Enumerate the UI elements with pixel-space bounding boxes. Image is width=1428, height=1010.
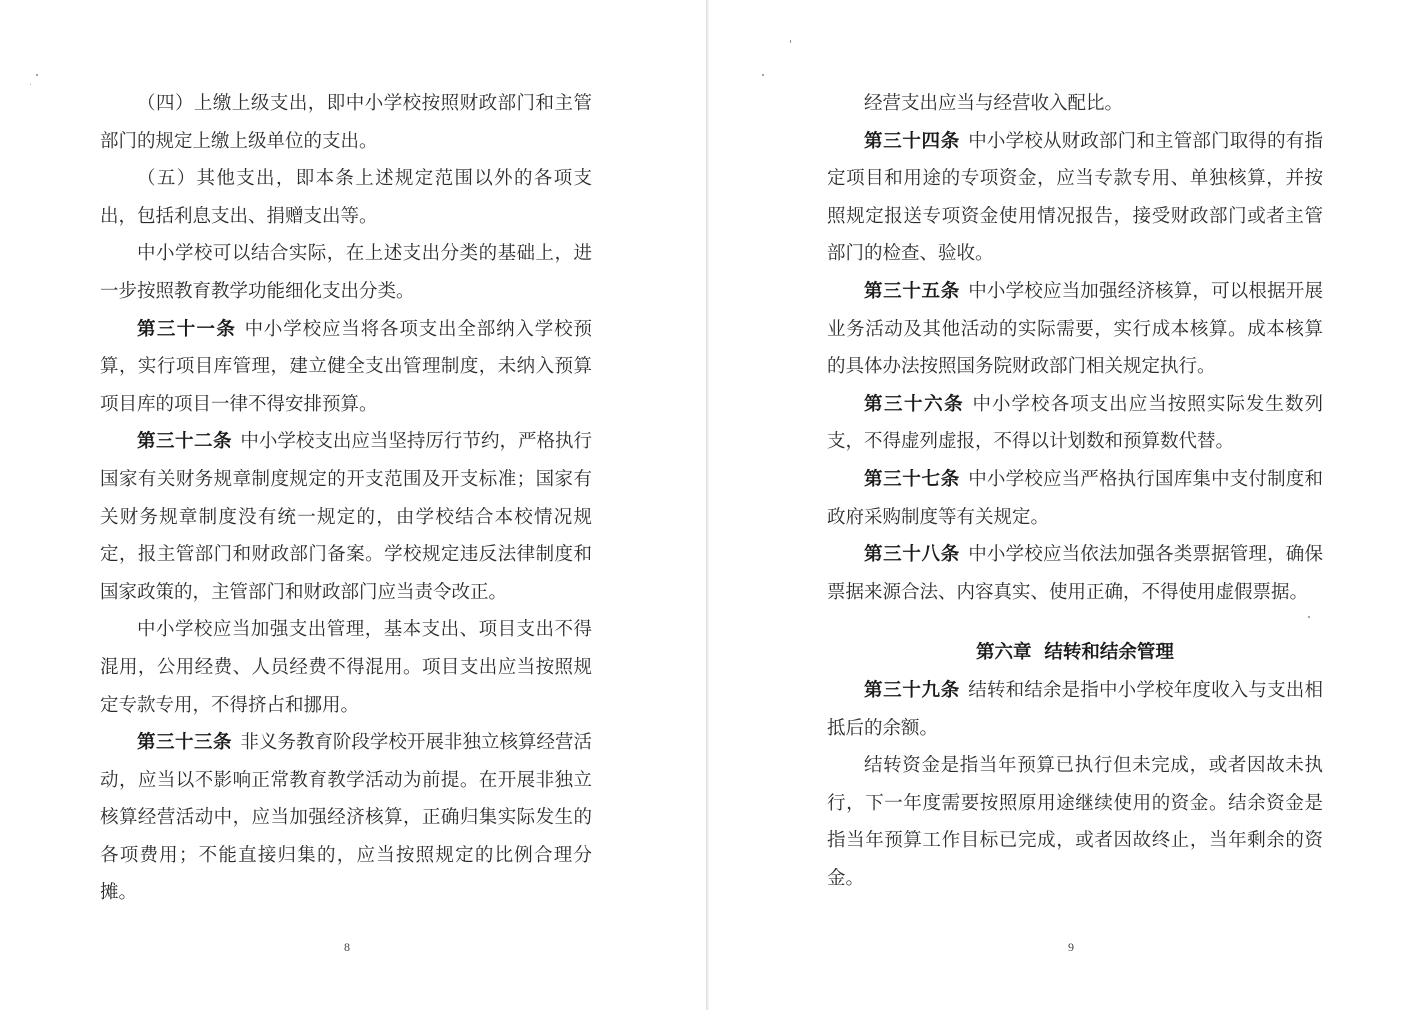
article-number: 第三十八条 [864, 544, 960, 566]
paragraph-text: 中小学校支出应当坚持厉行节约，严格执行国家有关财务规章制度规定的开支范围及开支标准；国家有关财务规章制度没有统一规定的，由学校结合本校情况规定，报主管部门和财政部门备案。学校规定违反法律制度和国家政策的，主管部门和财政部门应当责令改正。 [100, 431, 592, 603]
paragraph [827, 386, 1323, 461]
paragraph-text: 中小学校可以结合实际，在上述支出分类的基础上，进一步按照教育教学功能细化支出分类。 [100, 243, 592, 302]
paragraph-text: 中小学校应当严格执行国库集中支付制度和政府采购制度等有关规定。 [827, 468, 1323, 528]
paragraph-text: 结转资金是指当年预算已执行但未完成，或者因故未执行，下一年度需要按照原用途继续使用的资金。结余资金是指当年预算工作目标已完成，或者因故终止，当年剩余的资金。 [827, 755, 1323, 889]
page-gutter [706, 0, 709, 1010]
paragraph [100, 611, 592, 724]
paragraph [100, 311, 592, 424]
article-number: 第三十二条 [137, 431, 233, 453]
scan-speck [790, 40, 791, 43]
right-page-body [827, 85, 1323, 897]
article-number: 第三十三条 [137, 732, 233, 754]
paragraph [827, 85, 1323, 123]
paragraph-text: 中小学校应当加强经济核算，可以根据开展业务活动及其他活动的实际需要，实行成本核算。成本核算的具体办法按照国务院财政部门相关规定执行。 [827, 280, 1323, 378]
paragraph-text: 中小学校各项支出应当按照实际发生数列支，不得虚列虚报，不得以计划数和预算数代替。 [827, 393, 1323, 453]
page-number: 8 [344, 940, 350, 954]
paragraph-text: （四）上缴上级支出，即中小学校按照财政部门和主管部门的规定上缴上级单位的支出。 [100, 93, 592, 152]
paragraph [100, 235, 592, 310]
chapter-title: 第六章 结转和结余管理 [976, 642, 1174, 664]
paragraph-text: 中小学校应当依法加强各类票据管理，确保票据来源合法、内容真实、使用正确，不得使用虚假票据。 [827, 544, 1323, 603]
paragraph-text: 中小学校从财政部门和主管部门取得的有指定项目和用途的专项资金，应当专款专用、单独核算，并按照规定报送专项资金使用情况报告，接受财政部门或者主管部门的检查、验收。 [827, 130, 1323, 265]
article-number: 第三十一条 [137, 318, 237, 340]
paragraph [827, 273, 1323, 386]
paragraph-text: （五）其他支出，即本条上述规定范围以外的各项支出，包括利息支出、捐赠支出等。 [100, 168, 592, 227]
paragraph [827, 672, 1323, 747]
left-page [0, 0, 708, 1010]
paragraph-text: 经营支出应当与经营收入配比。 [864, 93, 1124, 114]
paragraph-text: 中小学校应当加强支出管理，基本支出、项目支出不得混用，公用经费、人员经费不得混用。项目支出应当按照规定专款专用，不得挤占和挪用。 [100, 619, 592, 716]
article-number: 第三十七条 [864, 468, 960, 490]
paragraph-text: 非义务教育阶段学校开展非独立核算经营活动，应当以不影响正常教育教学活动为前提。在开展非独立核算经营活动中，应当加强经济核算，正确归集实际发生的各项费用；不能直接归集的，应当按照规定的比例合理分摊。 [100, 732, 592, 904]
paragraph-text: 中小学校应当将各项支出全部纳入学校预算，实行项目库管理，建立健全支出管理制度，未纳入预算项目库的项目一律不得安排预算。 [100, 318, 592, 415]
article-number: 第三十五条 [864, 280, 960, 302]
right-page [710, 0, 1428, 1010]
article-number: 第三十九条 [864, 679, 960, 701]
paragraph [827, 536, 1323, 611]
paragraph [100, 423, 592, 611]
scan-speck [30, 84, 31, 85]
paragraph [827, 747, 1323, 897]
paragraph [827, 461, 1323, 536]
paragraph-text: 结转和结余是指中小学校年度收入与支出相抵后的余额。 [827, 679, 1323, 739]
article-number: 第三十四条 [864, 130, 960, 152]
paragraph [827, 123, 1323, 273]
page-number: 9 [1068, 940, 1074, 954]
scan-speck [36, 74, 38, 76]
paragraph [100, 724, 592, 912]
article-number: 第三十六条 [864, 393, 965, 415]
paragraph [100, 160, 592, 235]
paragraph [100, 85, 592, 160]
left-page-body [100, 85, 592, 912]
scan-speck [762, 74, 764, 76]
